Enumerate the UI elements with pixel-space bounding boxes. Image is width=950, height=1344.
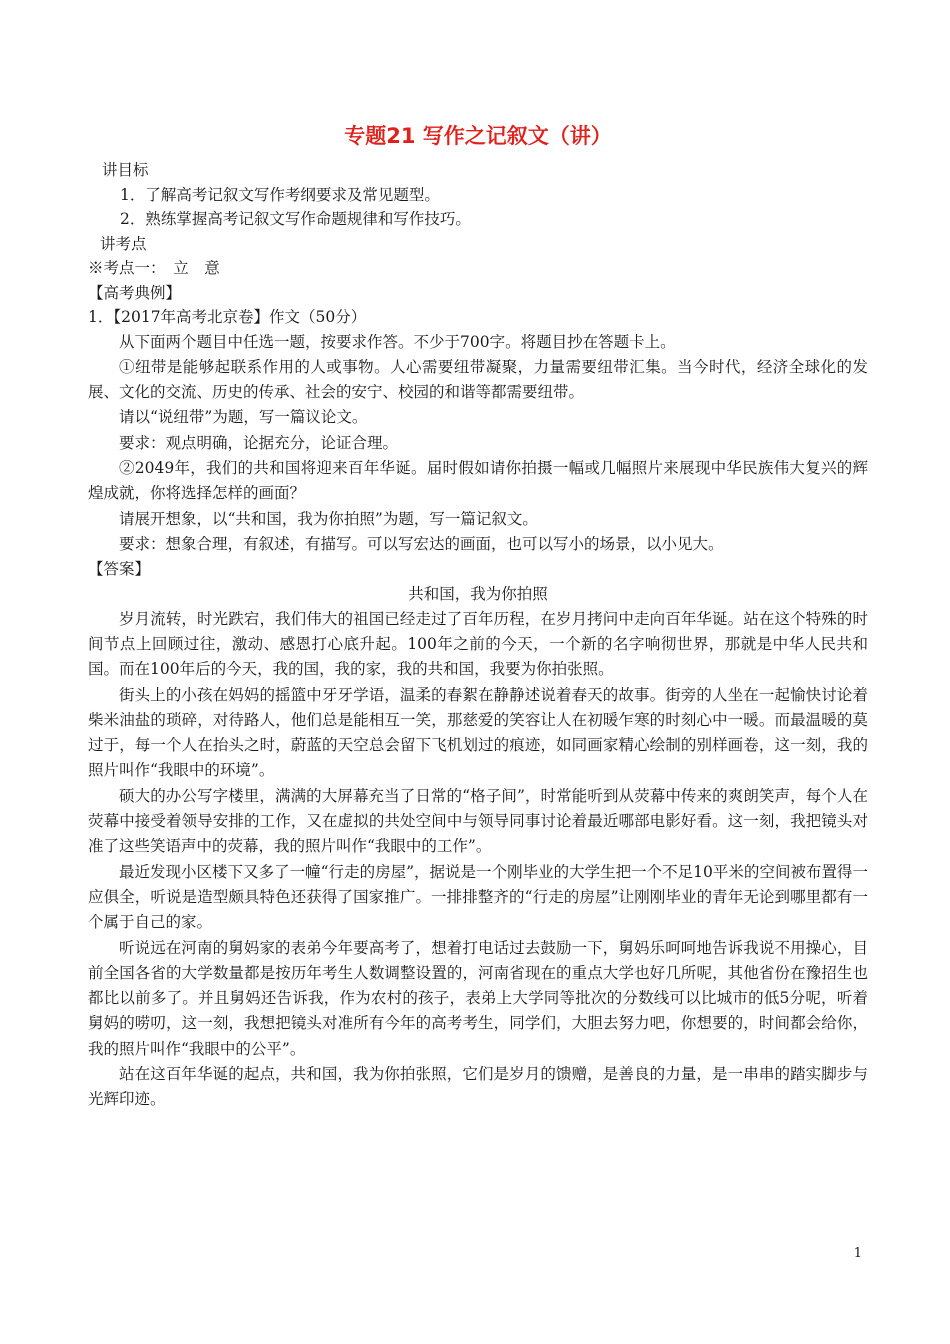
- example-heading: 【高考典例】: [88, 283, 182, 302]
- essay-title: 共和国，我为你拍照: [408, 584, 548, 603]
- question-option-1-requirement: 要求：观点明确，论据充分，论证合理。: [119, 433, 399, 452]
- essay-paragraph: 站在这百年华诞的起点，共和国，我为你拍张照，它们是岁月的馈赠，是善良的力量，是一串串的踏实脚步与光辉印迹。: [88, 1065, 868, 1109]
- question-option-1-task: 请以“说纽带”为题，写一篇议论文。: [119, 408, 368, 427]
- points-heading: 讲考点: [100, 234, 147, 253]
- question-option-2-task: 请展开想象，以“共和国，我为你拍照”为题，写一篇记叙文。: [119, 509, 538, 528]
- question-option-2: ②2049年，我们的共和国将迎来百年华诞。届时假如请你拍摄一幅或几幅照片来展现中华民族伟大复兴的辉煌成就，你将选择怎样的画面？: [88, 458, 868, 503]
- essay-paragraph: 最近发现小区楼下又多了一幢“行走的房屋”，据说是一个刚毕业的大学生把一个不足10平米的空间被布置得一应俱全，听说是造型颇具特色还获得了国家推广。一排排整齐的“行走的房屋”让刚刚毕业的青年无论到哪里都有一个属于自己的家。: [88, 862, 868, 932]
- essay-paragraph: 岁月流转，时光跌宕，我们伟大的祖国已经走过了百年历程，在岁月拷问中走向百年华诞。站在这个特殊的时间节点上回顾过往，激动、感恩打心底升起。100年之前的今天，一个新的名字响彻世界，那就是中华人民共和国。而在100年后的今天，我的国，我的家，我的共和国，我要为你拍张照。: [88, 609, 868, 679]
- question-option-1: ①纽带是能够起联系作用的人或事物。人心需要纽带凝聚，力量需要纽带汇集。当今时代，经济全球化的发展、文化的交流、历史的传承、社会的安宁、校园的和谐等都需要纽带。: [88, 357, 868, 402]
- question-header: 1．【2017年高考北京卷】作文（50分）: [88, 308, 367, 326]
- question-instruction: 从下面两个题目中任选一题，按要求作答。不少于700字。将题目抄在答题卡上。: [119, 332, 676, 351]
- document-page: [88, 118, 868, 1113]
- objective-item: 2．熟练掌握高考记叙文写作命题规律和写作技巧。: [120, 210, 471, 228]
- point-one-heading: ※考点一： 立 意: [88, 259, 220, 277]
- essay-paragraph: 街头上的小孩在妈妈的摇篮中牙牙学语，温柔的春絮在静静述说着春天的故事。街旁的人坐在一起愉快讨论着柴米油盐的琐碎，对待路人，他们总是能相互一笑，那慈爱的笑容让人在初暖乍寒的时刻心中一暖。而最温暖的莫过于，每一个人在抬头之时，蔚蓝的天空总会留下飞机划过的痕迹，如同画家精心绘制的别样画卷，这一刻，我的照片叫作“我眼中的环境”。: [88, 685, 868, 780]
- page-number: 1: [853, 1246, 862, 1261]
- question-option-2-requirement: 要求：想象合理，有叙述，有描写。可以写宏达的画面，也可以写小的场景，以小见大。: [119, 534, 724, 553]
- objective-item: 1．了解高考记叙文写作考纲要求及常见题型。: [120, 185, 440, 204]
- essay-paragraph: 听说远在河南的舅妈家的表弟今年要高考了，想着打电话过去鼓励一下，舅妈乐呵呵地告诉我说不用操心，目前全国各省的大学数量都是按历年考生人数调整设置的，河南省现在的重点大学也好几所呢，其他省份在豫招生也都比以前多了。并且舅妈还告诉我，作为农村的孩子，表弟上大学同等批次的分数线可以比城市的低5分呢，听着舅妈的唠叨，这一刻，我想把镜头对准所有今年的高考考生，同学们，大胆去努力吧，你想要的，时间都会给你，我的照片叫作“我眼中的公平”。: [88, 938, 868, 1058]
- document-title: 专题21 写作之记叙文（讲）: [344, 124, 612, 148]
- answer-heading: 【答案】: [88, 560, 151, 579]
- essay-paragraph: 硕大的办公写字楼里，满满的大屏幕充当了日常的“格子间”，时常能听到从荧幕中传来的爽朗笑声，每个人在荧幕中接受着领导安排的工作，又在虚拟的共处空间中与领导同事讨论着最近哪部电影好看。这一刻，我把镜头对准了这些笑语声中的荧幕，我的照片叫作“我眼中的工作”。: [88, 786, 868, 856]
- objectives-heading: 讲目标: [102, 161, 149, 179]
